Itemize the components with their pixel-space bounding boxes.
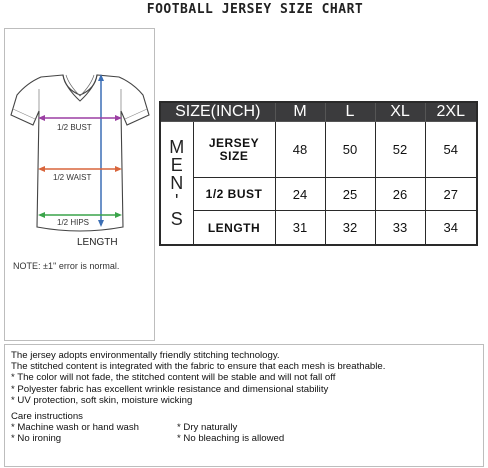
cell-value: 33 bbox=[375, 211, 425, 245]
cell-value: 50 bbox=[325, 122, 375, 178]
bust-label: 1/2 BUST bbox=[57, 123, 92, 132]
page-title: FOOTBALL JERSEY SIZE CHART bbox=[146, 2, 364, 17]
table-row bbox=[160, 178, 477, 211]
header-size-m: M bbox=[275, 102, 325, 122]
care-instruction: * No bleaching is allowed bbox=[177, 433, 285, 445]
cell-value: 32 bbox=[325, 211, 375, 245]
header-size-xl: XL bbox=[375, 102, 425, 122]
row-label-jersey-size: JERSEY SIZE bbox=[193, 122, 275, 178]
mens-side-label: M E N ' S bbox=[160, 122, 193, 246]
care-instruction: * No ironing bbox=[11, 433, 62, 445]
waist-label: 1/2 WAIST bbox=[53, 173, 92, 182]
header-size-inch: SIZE(INCH) bbox=[160, 102, 275, 122]
header-size-l: L bbox=[325, 102, 375, 122]
care-instruction: * Dry naturally bbox=[177, 422, 238, 434]
row-label-length: LENGTH bbox=[193, 211, 275, 245]
jersey-outline bbox=[11, 75, 149, 231]
row-label-half-bust: 1/2 BUST bbox=[193, 178, 275, 211]
cell-value: 54 bbox=[425, 122, 477, 178]
care-instructions-title: Care instructions bbox=[11, 411, 83, 423]
cell-value: 26 bbox=[375, 178, 425, 211]
cell-value: 34 bbox=[425, 211, 477, 245]
care-instruction: * Machine wash or hand wash bbox=[11, 422, 139, 434]
cell-value: 25 bbox=[325, 178, 375, 211]
hips-label: 1/2 HIPS bbox=[57, 218, 90, 227]
header-size-2xl: 2XL bbox=[425, 102, 477, 122]
care-instruction-row bbox=[11, 422, 483, 433]
size-chart-table bbox=[159, 101, 478, 246]
length-label: LENGTH bbox=[77, 237, 118, 248]
cell-value: 24 bbox=[275, 178, 325, 211]
care-line: * Polyester fabric has excellent wrinkle resistance and dimensional stability bbox=[11, 383, 329, 395]
table-header-row bbox=[160, 102, 477, 122]
cell-value: 31 bbox=[275, 211, 325, 245]
tolerance-note: NOTE: ±1'' error is normal. bbox=[13, 261, 120, 271]
care-line: The stitched content is integrated with the fabric to ensure that each mesh is breathable. bbox=[11, 361, 386, 373]
cell-value: 52 bbox=[375, 122, 425, 178]
care-line: The jersey adopts environmentally friendly stitching technology. bbox=[11, 350, 280, 361]
jersey-diagram bbox=[5, 29, 156, 259]
table-row bbox=[160, 211, 477, 245]
care-line: * UV protection, soft skin, moisture wicking bbox=[11, 394, 193, 406]
care-line: * The color will not fade, the stitched content will be stable and will not fall off bbox=[11, 372, 336, 384]
care-instruction-row bbox=[11, 433, 483, 444]
cell-value: 27 bbox=[425, 178, 477, 211]
table-row bbox=[160, 122, 477, 178]
care-info-box bbox=[4, 344, 484, 467]
jersey-diagram-panel bbox=[4, 28, 155, 341]
cell-value: 48 bbox=[275, 122, 325, 178]
